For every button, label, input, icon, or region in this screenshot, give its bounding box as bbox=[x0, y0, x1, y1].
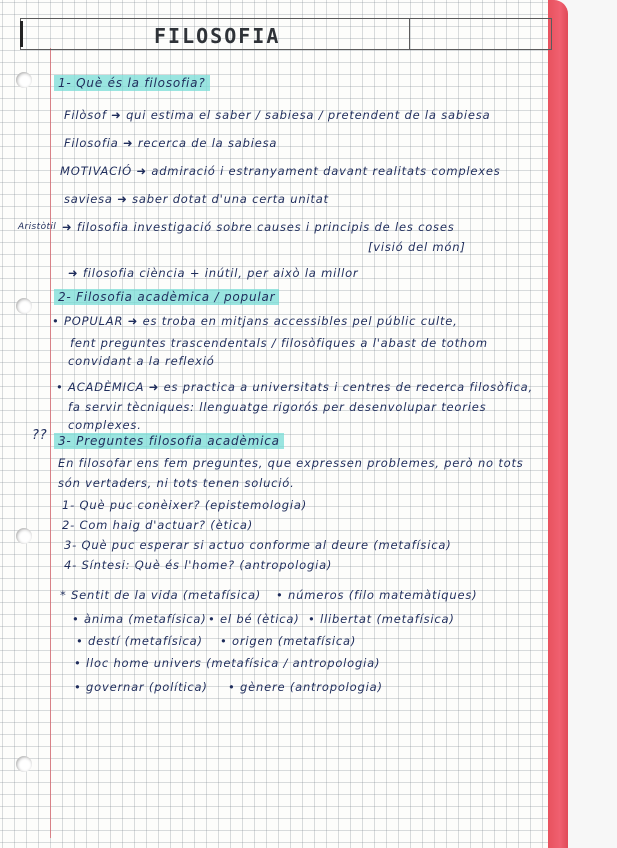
binder-hole bbox=[16, 72, 32, 88]
note-line: • POPULAR ➜ es troba en mitjans accessibles pel públic culte, bbox=[52, 314, 458, 328]
note-line: Filosofia ➜ recerca de la sabiesa bbox=[64, 136, 278, 150]
binder-hole bbox=[16, 528, 32, 544]
margin-note: Aristòtil bbox=[18, 222, 57, 232]
section-heading-1 bbox=[54, 76, 210, 90]
red-divider-tab bbox=[548, 0, 568, 848]
margin-line bbox=[50, 48, 51, 838]
binder-hole bbox=[16, 756, 32, 772]
title-box-divider bbox=[409, 19, 410, 49]
bullet-item: • gènere (antropologia) bbox=[228, 680, 383, 694]
note-line: MOTIVACIÓ ➜ admiració i estranyament davant realitats complexes bbox=[60, 164, 501, 178]
bullet-item: • llibertat (metafísica) bbox=[308, 612, 455, 626]
heading-text: 2- Filosofia acadèmica / popular bbox=[54, 289, 279, 305]
note-line: convidant a la reflexió bbox=[68, 354, 215, 368]
note-line: complexes. bbox=[68, 418, 142, 432]
note-line: ➜ filosofia investigació sobre causes i principis de les coses bbox=[62, 220, 455, 234]
heading-text: 1- Què és la filosofia? bbox=[54, 75, 210, 91]
question-item: 3- Què puc esperar si actuo conforme al deure (metafísica) bbox=[64, 538, 452, 552]
bullet-item: * Sentit de la vida (metafísica) bbox=[60, 588, 262, 602]
binder-hole bbox=[16, 298, 32, 314]
note-line: saviesa ➜ saber dotat d'una certa unitat bbox=[64, 192, 329, 206]
question-item: 1- Què puc conèixer? (epistemologia) bbox=[62, 498, 307, 512]
title-box-mark bbox=[20, 21, 23, 47]
bullet-item: • lloc home univers (metafísica / antropologia) bbox=[74, 656, 381, 670]
section-heading-3 bbox=[54, 434, 284, 448]
note-line: • ACADÈMICA ➜ es practica a universitats i centres de recerca filosòfica, bbox=[56, 380, 533, 394]
bullet-item: • ànima (metafísica) bbox=[72, 612, 207, 626]
note-line: fa servir tècniques: llenguatge rigorós per desenvolupar teories bbox=[68, 400, 487, 414]
heading-text: 3- Preguntes filosofia acadèmica bbox=[54, 433, 284, 449]
margin-note: ?? bbox=[32, 428, 48, 443]
bullet-item: • governar (política) bbox=[74, 680, 208, 694]
note-line: ➜ filosofia ciència + inútil, per això la millor bbox=[68, 266, 359, 280]
page-edge bbox=[560, 0, 617, 848]
question-item: 2- Com haig d'actuar? (ètica) bbox=[62, 518, 254, 532]
note-line: són vertaders, ni tots tenen solució. bbox=[58, 476, 295, 490]
bullet-item: • números (filo matemàtiques) bbox=[276, 588, 478, 602]
section-heading-2 bbox=[54, 290, 279, 304]
bullet-item: • origen (metafísica) bbox=[220, 634, 357, 648]
note-line: [visió del món] bbox=[368, 240, 466, 254]
bullet-item: • destí (metafísica) bbox=[76, 634, 203, 648]
page-title: FILOSOFIA bbox=[154, 24, 281, 48]
bullet-item: • el bé (ètica) bbox=[208, 612, 300, 626]
question-item: 4- Síntesi: Què és l'home? (antropologia) bbox=[64, 558, 333, 572]
note-line: fent preguntes trascendentals / filosòfiques a l'abast de tothom bbox=[70, 336, 488, 350]
note-line: Filòsof ➜ qui estima el saber / sabiesa / pretendent de la sabiesa bbox=[64, 108, 491, 122]
note-line: En filosofar ens fem preguntes, que expressen problemes, però no tots bbox=[58, 456, 524, 470]
title-box bbox=[20, 18, 552, 50]
